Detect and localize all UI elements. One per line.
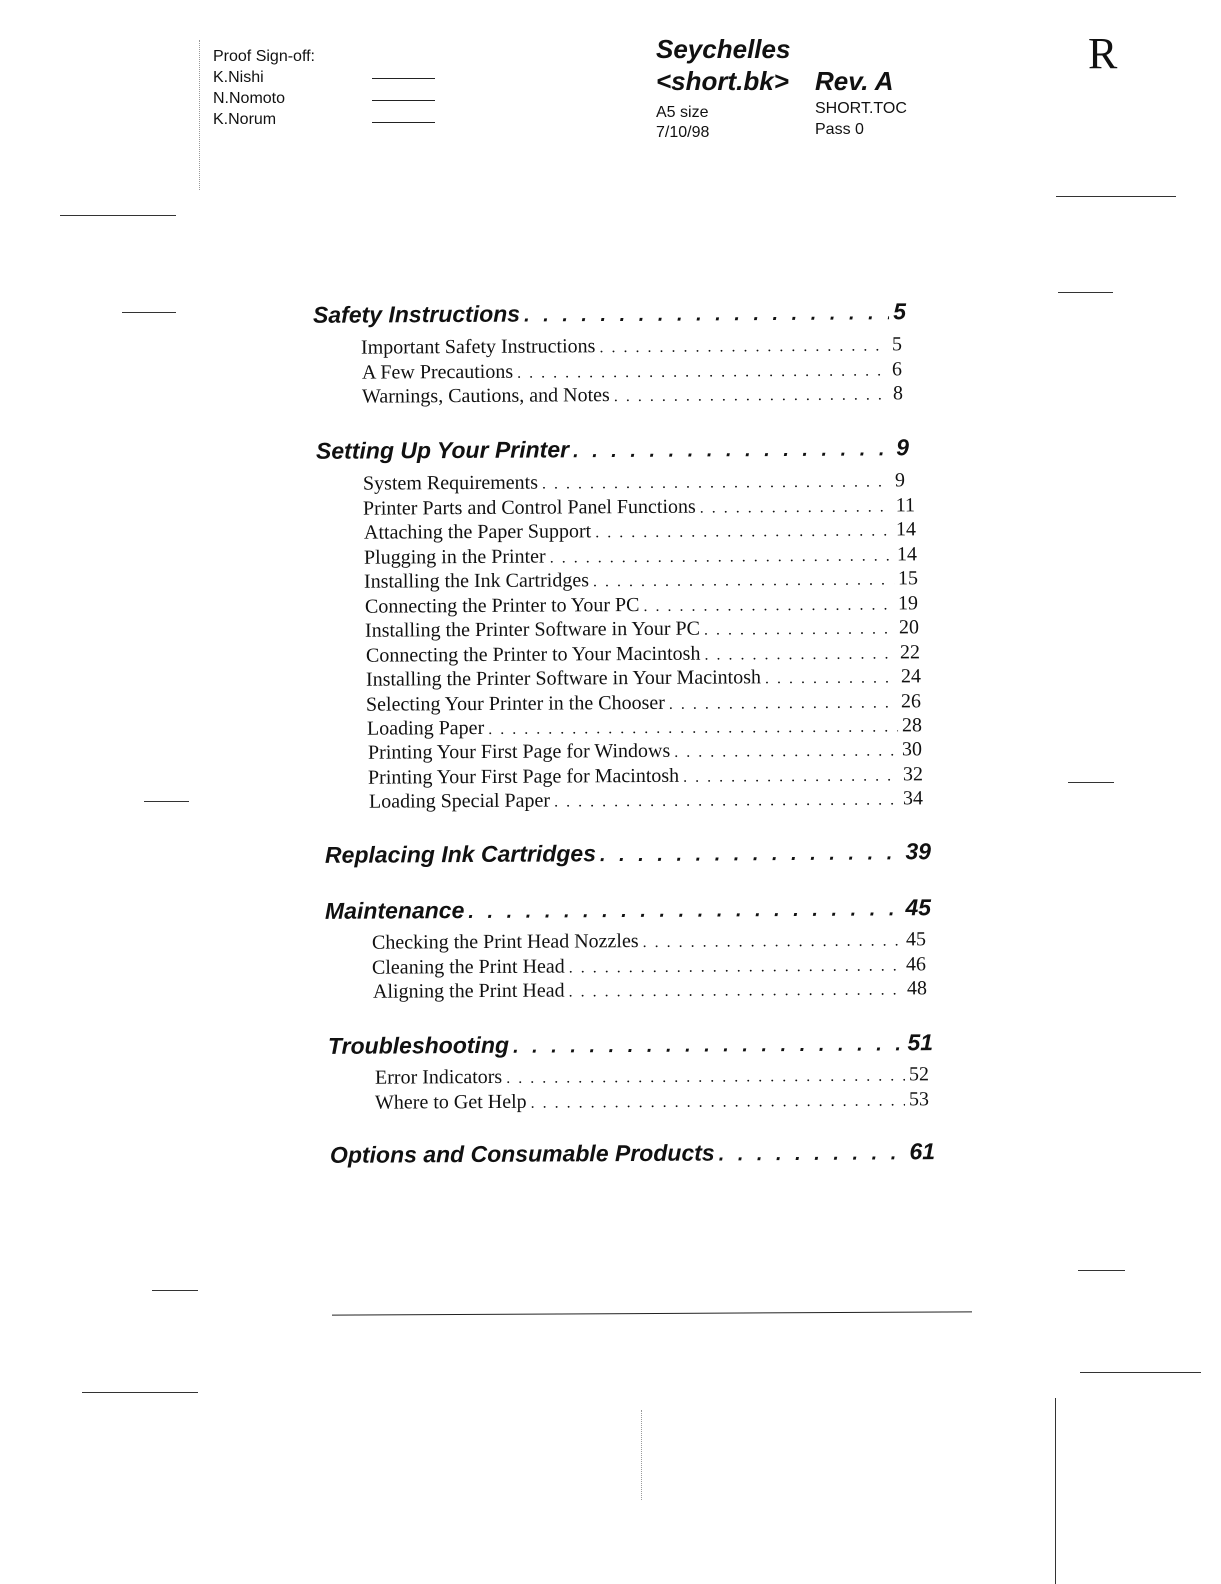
- section-title: Installing the Printer Software in Your PC: [364, 617, 701, 642]
- proof-signoff: [213, 46, 315, 130]
- toc-section: [372, 928, 926, 954]
- signoff-name: K.Norum: [213, 111, 277, 128]
- section-page: 32: [902, 763, 924, 786]
- toc-section: [375, 1063, 929, 1089]
- chapter-title: Options and Consumable Products: [329, 1139, 715, 1168]
- chapter-title: Setting Up Your Printer: [315, 436, 570, 464]
- section-title: Printer Parts and Control Panel Functions: [362, 495, 696, 520]
- section-title: Attaching the Paper Support: [363, 520, 592, 544]
- chapter-title: Safety Instructions: [312, 300, 521, 328]
- crop-mark: [1058, 292, 1113, 293]
- section-page: 11: [895, 494, 916, 517]
- crop-mark: [1078, 1270, 1125, 1271]
- section-title: Important Safety Instructions: [360, 335, 596, 359]
- leader-dots: [550, 547, 893, 567]
- leader-dots: [700, 498, 892, 517]
- section-title: Loading Special Paper: [368, 789, 551, 813]
- corner-mark: R: [1088, 29, 1118, 78]
- leader-dots: [573, 438, 892, 463]
- leader-dots: [599, 337, 888, 357]
- chapter-page: 39: [905, 838, 932, 865]
- toc-section: [361, 333, 902, 359]
- signature-line: [372, 122, 435, 123]
- section-page: 53: [908, 1088, 930, 1111]
- toc-section: [366, 641, 920, 667]
- toc-section: [368, 738, 922, 764]
- toc-chapter: [325, 894, 931, 925]
- section-title: System Requirements: [362, 471, 539, 495]
- section-title: Error Indicators: [374, 1065, 503, 1089]
- footer-rule: [332, 1311, 972, 1315]
- toc-section: [366, 665, 921, 691]
- crop-mark: [1068, 782, 1114, 783]
- section-page: 30: [901, 738, 923, 761]
- toc-section: [363, 469, 905, 495]
- section-title: Connecting the Printer to Your Macintosh: [365, 642, 701, 667]
- toc-section: [364, 567, 918, 593]
- leader-dots: [674, 742, 898, 761]
- leader-dots: [569, 957, 902, 977]
- leader-dots: [704, 620, 895, 639]
- section-page: 48: [906, 977, 928, 1000]
- section-page: 52: [908, 1063, 930, 1086]
- leader-dots: [513, 1033, 904, 1058]
- leader-dots: [643, 932, 903, 952]
- project-name: Seychelles: [656, 34, 791, 64]
- signoff-name: N.Nomoto: [213, 90, 286, 107]
- toc-section: [373, 977, 927, 1003]
- chapter-title: Replacing Ink Cartridges: [324, 840, 597, 868]
- leader-dots: [569, 981, 903, 1001]
- section-page: 6: [891, 358, 903, 381]
- section-page: 19: [897, 592, 919, 615]
- toc-chapter: [325, 838, 931, 869]
- section-title: A Few Precautions: [361, 360, 514, 384]
- leader-dots: [531, 1092, 905, 1112]
- crop-mark: [82, 1392, 198, 1393]
- toc-chapter: [330, 1138, 935, 1169]
- section-page: 14: [895, 518, 917, 541]
- leader-dots: [719, 1142, 906, 1166]
- toc-chapter: [316, 434, 909, 465]
- chapter-page: 51: [907, 1029, 934, 1056]
- section-title: Checking the Print Head Nozzles: [371, 930, 639, 954]
- section-page: 14: [896, 543, 918, 566]
- section-page: 28: [901, 714, 923, 737]
- section-page: 46: [905, 953, 927, 976]
- toc-section: [368, 763, 923, 789]
- crop-mark: [1055, 1398, 1056, 1584]
- toc-section: [365, 592, 918, 618]
- section-page: 20: [898, 616, 920, 639]
- leader-dots: [643, 596, 894, 616]
- crop-mark: [122, 312, 176, 313]
- toc-section: [366, 690, 921, 716]
- date: 7/10/98: [656, 124, 710, 141]
- toc-section: [364, 518, 916, 544]
- leader-dots: [554, 791, 899, 811]
- leader-dots: [506, 1067, 905, 1087]
- leader-dots: [468, 898, 901, 924]
- chapter-title: Maintenance: [324, 897, 465, 924]
- leader-dots: [595, 522, 892, 542]
- chapter-page: 45: [905, 894, 932, 921]
- leader-dots: [542, 473, 891, 493]
- crop-mark: [1056, 196, 1176, 197]
- section-title: Warnings, Cautions, and Notes: [361, 384, 610, 408]
- section-page: 8: [892, 382, 904, 405]
- section-title: Selecting Your Printer in the Chooser: [365, 691, 665, 716]
- section-page: 45: [905, 928, 927, 951]
- leader-dots: [600, 842, 902, 867]
- leader-dots: [765, 669, 897, 688]
- section-page: 22: [899, 641, 921, 664]
- section-title: Loading Paper: [366, 716, 485, 740]
- section-page: 26: [900, 690, 922, 713]
- book-name: <short.bk>: [656, 66, 789, 96]
- leader-dots: [614, 386, 889, 406]
- revision: Rev. A: [815, 66, 894, 96]
- toc-section: [365, 616, 919, 642]
- toc-section: [362, 358, 902, 384]
- section-title: Aligning the Print Head: [372, 979, 565, 1003]
- chapter-page: 9: [896, 434, 910, 461]
- toc-chapter: [328, 1029, 933, 1060]
- proof-signoff-label: Proof Sign-off:: [213, 48, 315, 65]
- signature-line: [372, 100, 435, 101]
- leader-dots: [683, 767, 899, 786]
- signature-line: [372, 78, 435, 79]
- toc-section: [362, 382, 903, 408]
- crop-mark: [60, 215, 176, 216]
- leader-dots: [704, 645, 896, 664]
- leader-dots: [488, 718, 898, 739]
- section-page: 5: [891, 333, 903, 356]
- toc-section: [372, 953, 926, 979]
- crop-mark: [1080, 1372, 1201, 1373]
- section-title: Where to Get Help: [374, 1090, 527, 1114]
- section-page: 15: [897, 567, 919, 590]
- section-title: Installing the Ink Cartridges: [363, 569, 590, 593]
- toc-section: [367, 714, 922, 740]
- section-page: 34: [902, 787, 924, 810]
- chapter-title: Troubleshooting: [327, 1031, 510, 1059]
- section-title: Printing Your First Page for Macintosh: [367, 764, 680, 789]
- chapter-page: 61: [909, 1138, 936, 1165]
- margin-dots: [641, 1410, 642, 1500]
- margin-dots: [199, 40, 200, 190]
- toc-chapter: [313, 298, 906, 329]
- leader-dots: [524, 302, 889, 327]
- pass: Pass 0: [815, 121, 864, 138]
- signoff-name: K.Nishi: [213, 69, 264, 86]
- crop-mark: [152, 1290, 198, 1291]
- section-page: 24: [900, 665, 922, 688]
- section-title: Cleaning the Print Head: [371, 955, 565, 979]
- toc-section: [364, 543, 917, 569]
- page-size: A5 size: [656, 104, 709, 121]
- leader-dots: [517, 362, 888, 382]
- section-title: Installing the Printer Software in Your Macintosh: [365, 666, 762, 691]
- crop-mark: [144, 801, 189, 802]
- file-name: SHORT.TOC: [815, 100, 907, 117]
- toc-section: [375, 1088, 929, 1114]
- section-title: Plugging in the Printer: [363, 545, 546, 569]
- chapter-page: 5: [893, 298, 907, 325]
- toc-section: [363, 494, 915, 520]
- section-title: Connecting the Printer to Your PC: [364, 594, 640, 618]
- title-block: [656, 34, 790, 65]
- leader-dots: [593, 571, 894, 591]
- leader-dots: [669, 694, 897, 713]
- section-title: Printing Your First Page for Windows: [367, 739, 671, 764]
- section-page: 9: [894, 469, 906, 492]
- toc-section: [369, 787, 923, 813]
